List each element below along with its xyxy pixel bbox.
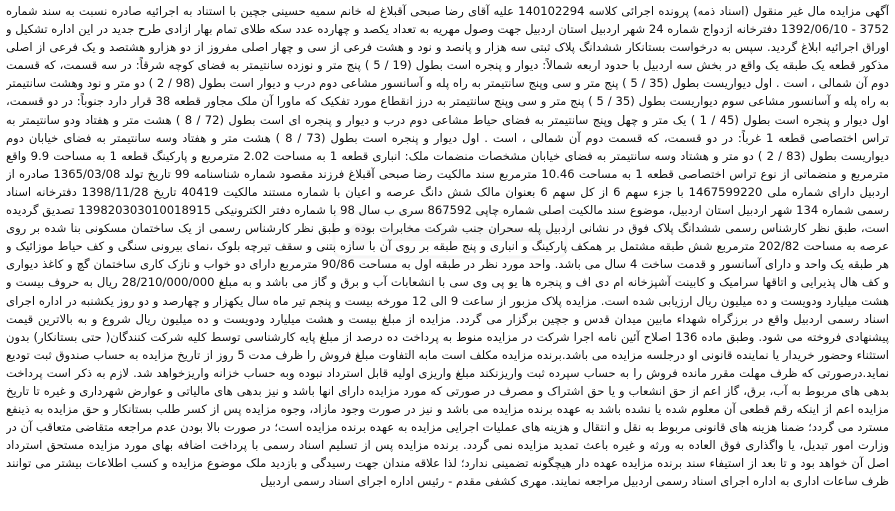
- auction-notice-text: آگهی مزایده مال غیر منقول (اسناد ذمه) پرونده اجرائی کلاسه 140102294 علیه آقای رضا صبحی آقبلاغ له خانم سمیه حسینی جچین با استناد به اجرائیه صادره نسبت به سند شماره 3752 - 1392/06/10 دفترخانه ازدواج شماره 24 شهر اردبیل استان اردبیل جهت وصول مهریه به تعداد یکصد و چهارده عدد سکه طلای تمام بهار ازادی طرح جدید در این اداره تشکیل و اوراق اجرائیه ابلاغ گردید. سپس به درخواست بستانکار ششدانگ پلاک ثبتی سه هزار و پانصد و نود و هشت فرعی از سی و چهار اصلی مفروز از دو هزارو هشتصد و یک فرعی از اصلی مذکور قطعه یک طبقه یک واقع در بخش سه اردبیل با حدود اربعه شمالاً: دیوار و پنجره است بطول (19 / 5 ) پنج متر و نوزده سانتیمتر به فضای کوچه شرقاً: در سه قسمت، که قسمت دوم آن شمالی ، است . اول دیواریست بطول (35 / 5 ) پنج متر و سی وپنج سانتیمتر به راه پله و آسانسور مشاعی دوم درب و دیوار است بطول (98 / 2 ) دو متر و نود وهشت سانتیمتر به راه پله و آسانسور مشاعی سوم دیواریست بطول (35 / 5 ) پنج متر و سی وپنج سانتیمتر به درز انقطاع مورد تفکیک که ماورا آن ملک مجاور قطعه 38 قرار دارد جنوباً: در دو قسمت، اول دیوار و پنجره است بطول (45 / 1 ) یک متر و چهل وپنج سانتیمتر به فضای حیاط مشاعی دوم درب و دیوار و پنجره ای است بطول (72 / 8 ) هشت متر و هفتاد ودو سانتیمتر به تراس اختصاصی قطعه 1 غرباً: در دو قسمت، که قسمت دوم آن شمالی ، است . اول دیوار و پنجره است بطول (73 / 8 ) هشت متر و هفتاد وسه سانتیمتر به فضای خیابان دوم دیواریست بطول (83 / 2 ) دو متر و هشتاد وسه سانتیمتر به فضای خیابان مشخصات منضمات ملک: انباری قطعه 1 به مساحت 2.02 مترمربع و پارکینگ قطعه 1 به مساحت 9.9 واقع مترمربع و منضماتی از نوع تراس اختصاصی قطعه 1 به مساحت 10.46 مترمربع سند مالکیت رضا صبحی آقبلاغ فرزند مقصود شماره شناسنامه 99 تاریخ تولد 1365/03/08 صادره از اردبیل دارای شماره ملی 1467599220 با جزء سهم 6 از کل سهم 6 بعنوان مالک شش دانگ عرصه و اعیان با شماره مستند مالکیت 40419 تاریخ 1398/11/28 دفترخانه اسناد رسمی شماره 134 شهر اردبیل استان اردبیل، موضوع سند مالکیت اصلی شماره چاپی 867592 سری ب سال 98 با شماره دفتر الکترونیکی 139820303010018915 تصدیق گردیده است، طبق نظر کارشناس رسمی ششدانگ پلاک فوق در نشانی اردبیل پله سحران جنب شرکت مخابرات بوده و طبق نظر کارشناس رسمی از یک ساختمان مسکونی بنا شده بر روی عرصه به مساحت 202/82 مترمربع شش طبقه مشتمل بر همکف پارکینگ و انباری و پنج طبقه بر روی آن با سازه بتنی و سقف تیرچه بلوک ،نمای بیرونی سنگی و کف حیاط موزائیک و هر طبقه یک واحد و دارای آسانسور و قدمت ساخت 4 سال می باشد. واحد مورد نظر در طبقه اول به مساحت 90/86 مترمربع دارای دو خواب و نازک کاری ساختمان گچ و کاغذ دیواری و کف هال پذیرایی و اتاقها سرامیک و کابینت آشپزخانه ام دی اف و پنجره ها یو پی وی سی با انشعابات آب و برق و گاز می باشد و به مبلغ 28/210/000/000 ریال به حروف بیست و هشت میلیارد ودویست و ده میلیون ریال ارزیابی شده است. مزایده پلاک مزبور از ساعت 9 الی 12 مورخه بیست و پنجم تیر ماه سال یکهزار و چهارصد و دو روز یکشنبه در اداره اجرای اسناد رسمی اردبیل واقع در برزگراه شهداء مابین میدان قدس و جچین برگزار می گردد. مزایده از مبلغ بیست و هشت میلیارد ودویست و ده میلیون ریال شروع و به بالاترین قیمت پیشنهادی فروخته می شود. وطبق ماده 136 اصلاح آئین نامه اجرا شرکت در مزایده منوط به پرداخت ده درصد از مبلغ پایه کارشناسی توسط کلیه شرکت کنندگان( حتی بستانکار) بدون استثناء وحضور خریدار یا نماینده قانونی او درجلسه مزایده می باشد.برنده مزایده مکلف است مابه التفاوت مبلغ فروش را ظرف مدت 5 روز از تاریخ مزایده به حساب صندوق ثبت توديع نمايد.درصورتی که ظرف مهلت مقرر مانده فروش را به حساب سپرده ثبت واریزنکند مبلغ واریزی اولیه قابل استرداد نبوده وبه حساب خزانه واریزخواهد شد. لازم به ذکر است پرداخت بدهی های مربوط به آب، برق، گاز اعم از حق انشعاب و یا حق اشتراک و مصرف در صورتی که مورد مزایده دارای انها باشد و نیز بدهی های مالیاتی و عوارض شهرداری و غیره تا تاریخ مزایده اعم از اینکه رقم قطعی آن معلوم شده یا نشده باشد به عهده برنده مزایده می باشد و نیز در صورت وجود مازاد، وجوه مزایده پس از کسر طلب بستانکار و حق مزایده به ذینفع مسترد می گردد؛ ضمنا هزینه های قانونی مربوط به نقل و انتقال و هزینه های عملیات اجرایی مزایده به عهده برنده مزایده است؛ در صورت بالا بودن عدم مراجعه متقاضی متعاقب آن در وزارت امور تبدیل، یا واگذاری فوق العاده به ورثه و غیره باعث تمدید مزایده نمی گردد. برنده مزایده پس از تسلیم اسناد رسمی با پرداخت اضافه بهای مورد مزایده مستحق استرداد اصل آن خواهد بود و تا بعد از استیفاء سند برنده مزایده عهده دار هیچگونه تضمینی ندارد؛ لذا علاقه مندان جهت رسیدگی و بازدید ملک موضوع مزایده و کسب اطلاعات بیشتر می توانند ظرف ساعات اداری به اداره اجرای اسناد رسمی اردبیل مراجعه نمایند. مهری کشفی مقدم - رئیس اداره اجرای اسناد رسمی اردبیل: [6, 4, 889, 489]
